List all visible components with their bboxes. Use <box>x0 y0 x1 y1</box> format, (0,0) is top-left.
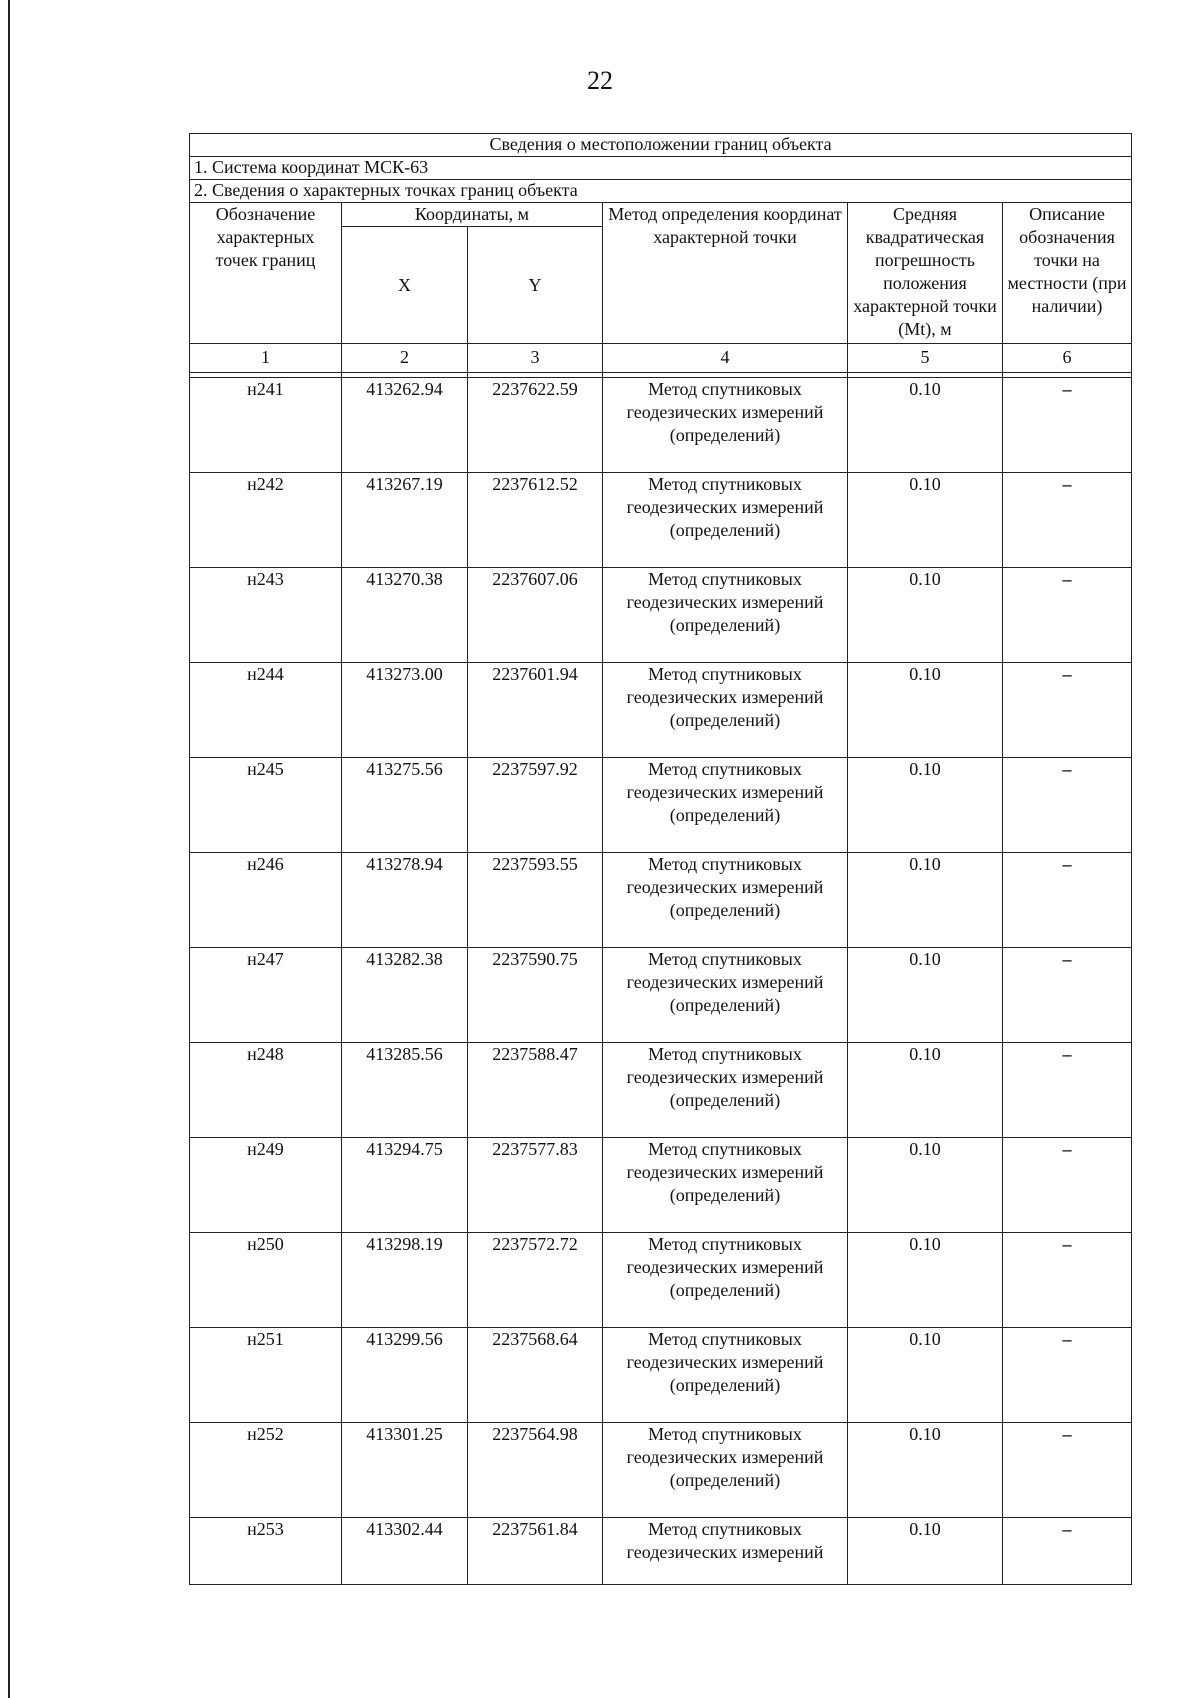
point-description: – <box>1003 1233 1132 1328</box>
mean-error: 0.10 <box>848 1233 1003 1328</box>
table-row <box>190 1423 1132 1518</box>
point-id: н253 <box>190 1518 342 1585</box>
mean-error: 0.10 <box>848 1043 1003 1138</box>
coordinate-y: 2237561.84 <box>468 1518 603 1585</box>
point-id: н242 <box>190 473 342 568</box>
point-description: – <box>1003 568 1132 663</box>
point-id: н246 <box>190 853 342 948</box>
coordinate-x: 413278.94 <box>342 853 468 948</box>
point-id: н250 <box>190 1233 342 1328</box>
coordinate-y: 2237590.75 <box>468 948 603 1043</box>
method: Метод спутниковых геодезических измерений (определений) <box>603 473 848 568</box>
mean-error: 0.10 <box>848 1518 1003 1585</box>
point-id: н244 <box>190 663 342 758</box>
coordinate-x: 413301.25 <box>342 1423 468 1518</box>
point-description: – <box>1003 948 1132 1043</box>
point-description: – <box>1003 1423 1132 1518</box>
method: Метод спутниковых геодезических измерений (определений) <box>603 1233 848 1328</box>
header-mean-error: Средняя квадратическая погрешность положения характерной точки (Mt), м <box>848 203 1003 344</box>
table-row <box>190 473 1132 568</box>
method: Метод спутниковых геодезических измерений (определений) <box>603 1423 848 1518</box>
point-id: н241 <box>190 378 342 473</box>
coordinate-x: 413282.38 <box>342 948 468 1043</box>
point-description: – <box>1003 1043 1132 1138</box>
table-title-row <box>190 134 1132 157</box>
column-number: 2 <box>342 344 468 373</box>
scan-edge-line <box>8 0 10 1698</box>
table-row <box>190 378 1132 473</box>
mean-error: 0.10 <box>848 1138 1003 1233</box>
method: Метод спутниковых геодезических измерений (определений) <box>603 1328 848 1423</box>
mean-error: 0.10 <box>848 1423 1003 1518</box>
method: Метод спутниковых геодезических измерений (определений) <box>603 948 848 1043</box>
coordinate-x: 413270.38 <box>342 568 468 663</box>
point-description: – <box>1003 473 1132 568</box>
method: Метод спутниковых геодезических измерений (определений) <box>603 1138 848 1233</box>
coordinate-x: 413302.44 <box>342 1518 468 1585</box>
coordinate-x: 413273.00 <box>342 663 468 758</box>
point-description: – <box>1003 1328 1132 1423</box>
point-id: н243 <box>190 568 342 663</box>
coordinate-y: 2237588.47 <box>468 1043 603 1138</box>
table-title: Сведения о местоположении границ объекта <box>190 134 1132 157</box>
header-point-designation: Обозначение характерных точек границ <box>190 203 342 344</box>
method: Метод спутниковых геодезических измерений (определений) <box>603 758 848 853</box>
coordinate-y: 2237564.98 <box>468 1423 603 1518</box>
table-row <box>190 853 1132 948</box>
section-1-row <box>190 157 1132 180</box>
table-row <box>190 758 1132 853</box>
coordinate-y: 2237607.06 <box>468 568 603 663</box>
column-number: 4 <box>603 344 848 373</box>
method: Метод спутниковых геодезических измерений (определений) <box>603 1043 848 1138</box>
points-section-label: 2. Сведения о характерных точках границ объекта <box>190 180 1132 203</box>
point-description: – <box>1003 1138 1132 1233</box>
coordinate-y: 2237577.83 <box>468 1138 603 1233</box>
section-2-row <box>190 180 1132 203</box>
method: Метод спутниковых геодезических измерений (определений) <box>603 568 848 663</box>
coordinate-x: 413294.75 <box>342 1138 468 1233</box>
method: Метод спутниковых геодезических измерений <box>603 1518 848 1585</box>
column-number: 3 <box>468 344 603 373</box>
mean-error: 0.10 <box>848 663 1003 758</box>
mean-error: 0.10 <box>848 1328 1003 1423</box>
header-description: Описание обозначения точки на местности (при наличии) <box>1003 203 1132 344</box>
method: Метод спутниковых геодезических измерений (определений) <box>603 853 848 948</box>
coordinate-y: 2237597.92 <box>468 758 603 853</box>
mean-error: 0.10 <box>848 948 1003 1043</box>
coordinate-y: 2237572.72 <box>468 1233 603 1328</box>
table-row <box>190 1518 1132 1585</box>
method: Метод спутниковых геодезических измерений (определений) <box>603 378 848 473</box>
column-number: 1 <box>190 344 342 373</box>
header-row-1 <box>190 203 1132 227</box>
point-description: – <box>1003 853 1132 948</box>
mean-error: 0.10 <box>848 473 1003 568</box>
table-row <box>190 1328 1132 1423</box>
point-description: – <box>1003 1518 1132 1585</box>
table-row <box>190 1138 1132 1233</box>
boundary-points-table <box>189 133 1132 1585</box>
table-row <box>190 568 1132 663</box>
column-number: 5 <box>848 344 1003 373</box>
column-number: 6 <box>1003 344 1132 373</box>
coordinate-y: 2237612.52 <box>468 473 603 568</box>
coordinate-y: 2237593.55 <box>468 853 603 948</box>
mean-error: 0.10 <box>848 378 1003 473</box>
coordinate-y: 2237622.59 <box>468 378 603 473</box>
coordinate-y: 2237601.94 <box>468 663 603 758</box>
point-description: – <box>1003 378 1132 473</box>
coordinate-system-label: 1. Система координат МСК-63 <box>190 157 1132 180</box>
header-coordinates: Координаты, м <box>342 203 603 227</box>
coordinate-y: 2237568.64 <box>468 1328 603 1423</box>
point-description: – <box>1003 758 1132 853</box>
page-number: 22 <box>587 66 613 95</box>
point-id: н245 <box>190 758 342 853</box>
point-id: н251 <box>190 1328 342 1423</box>
header-method: Метод определения координат характерной точки <box>603 203 848 344</box>
table-row <box>190 663 1132 758</box>
point-id: н249 <box>190 1138 342 1233</box>
point-id: н248 <box>190 1043 342 1138</box>
coordinate-x: 413299.56 <box>342 1328 468 1423</box>
coordinate-x: 413262.94 <box>342 378 468 473</box>
point-id: н247 <box>190 948 342 1043</box>
mean-error: 0.10 <box>848 853 1003 948</box>
table-row <box>190 1043 1132 1138</box>
coordinate-x: 413267.19 <box>342 473 468 568</box>
header-y: Y <box>468 227 603 344</box>
table-row <box>190 1233 1132 1328</box>
coordinate-x: 413298.19 <box>342 1233 468 1328</box>
table-row <box>190 948 1132 1043</box>
header-x: X <box>342 227 468 344</box>
point-id: н252 <box>190 1423 342 1518</box>
mean-error: 0.10 <box>848 758 1003 853</box>
column-numbers-row <box>190 344 1132 373</box>
coordinate-x: 413285.56 <box>342 1043 468 1138</box>
coordinate-x: 413275.56 <box>342 758 468 853</box>
point-description: – <box>1003 663 1132 758</box>
method: Метод спутниковых геодезических измерений (определений) <box>603 663 848 758</box>
mean-error: 0.10 <box>848 568 1003 663</box>
